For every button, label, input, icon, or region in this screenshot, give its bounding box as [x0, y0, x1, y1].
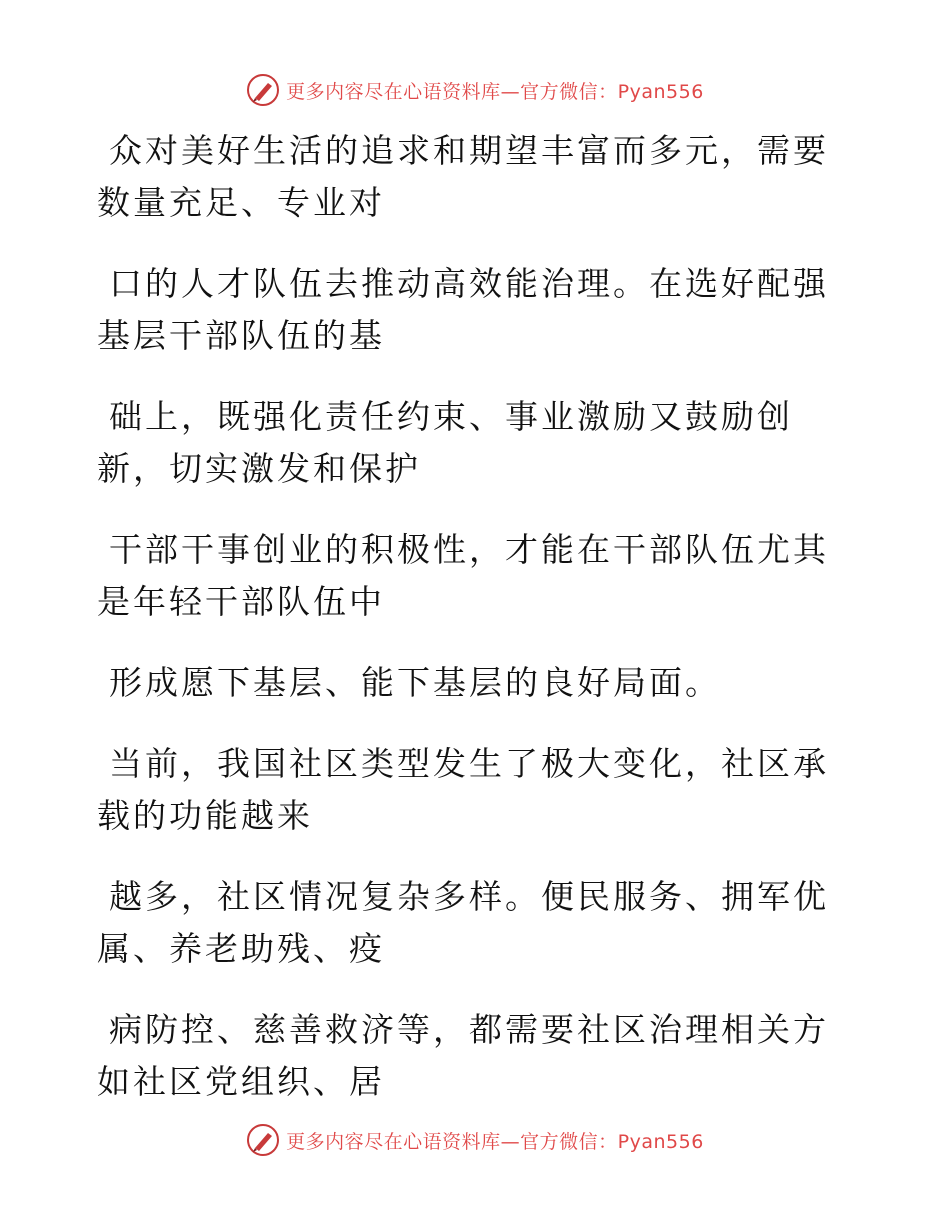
footer-watermark: [0, 1120, 950, 1160]
paragraph: 形成愿下基层、能下基层的良好局面。: [109, 663, 721, 702]
watermark-text: 更多内容尽在心语资料库—官方微信：Pyan556: [286, 1130, 704, 1153]
paragraph: 础上，既强化责任约束、事业激励又鼓励创新，切实激发和保护: [97, 397, 793, 488]
paragraph: 越多，社区情况复杂多样。便民服务、拥军优属、养老助残、疫: [97, 877, 829, 968]
paragraph: 干部干事创业的积极性，才能在干部队伍尤其是年轻干部队伍中: [97, 530, 829, 621]
watermark-text: 更多内容尽在心语资料库—官方微信：Pyan556: [286, 80, 704, 103]
paragraph: 众对美好生活的追求和期望丰富而多元，需要数量充足、专业对: [97, 131, 829, 222]
document-body: [97, 125, 832, 1137]
paragraph: 口的人才队伍去推动高效能治理。在选好配强基层干部队伍的基: [97, 264, 829, 355]
paragraph: 病防控、慈善救济等，都需要社区治理相关方如社区党组织、居: [97, 1010, 829, 1101]
paragraph: 当前，我国社区类型发生了极大变化，社区承载的功能越来: [97, 744, 829, 835]
pen-logo-icon: [246, 1123, 280, 1157]
pen-logo-icon: [246, 73, 280, 107]
header-watermark: [0, 70, 950, 110]
